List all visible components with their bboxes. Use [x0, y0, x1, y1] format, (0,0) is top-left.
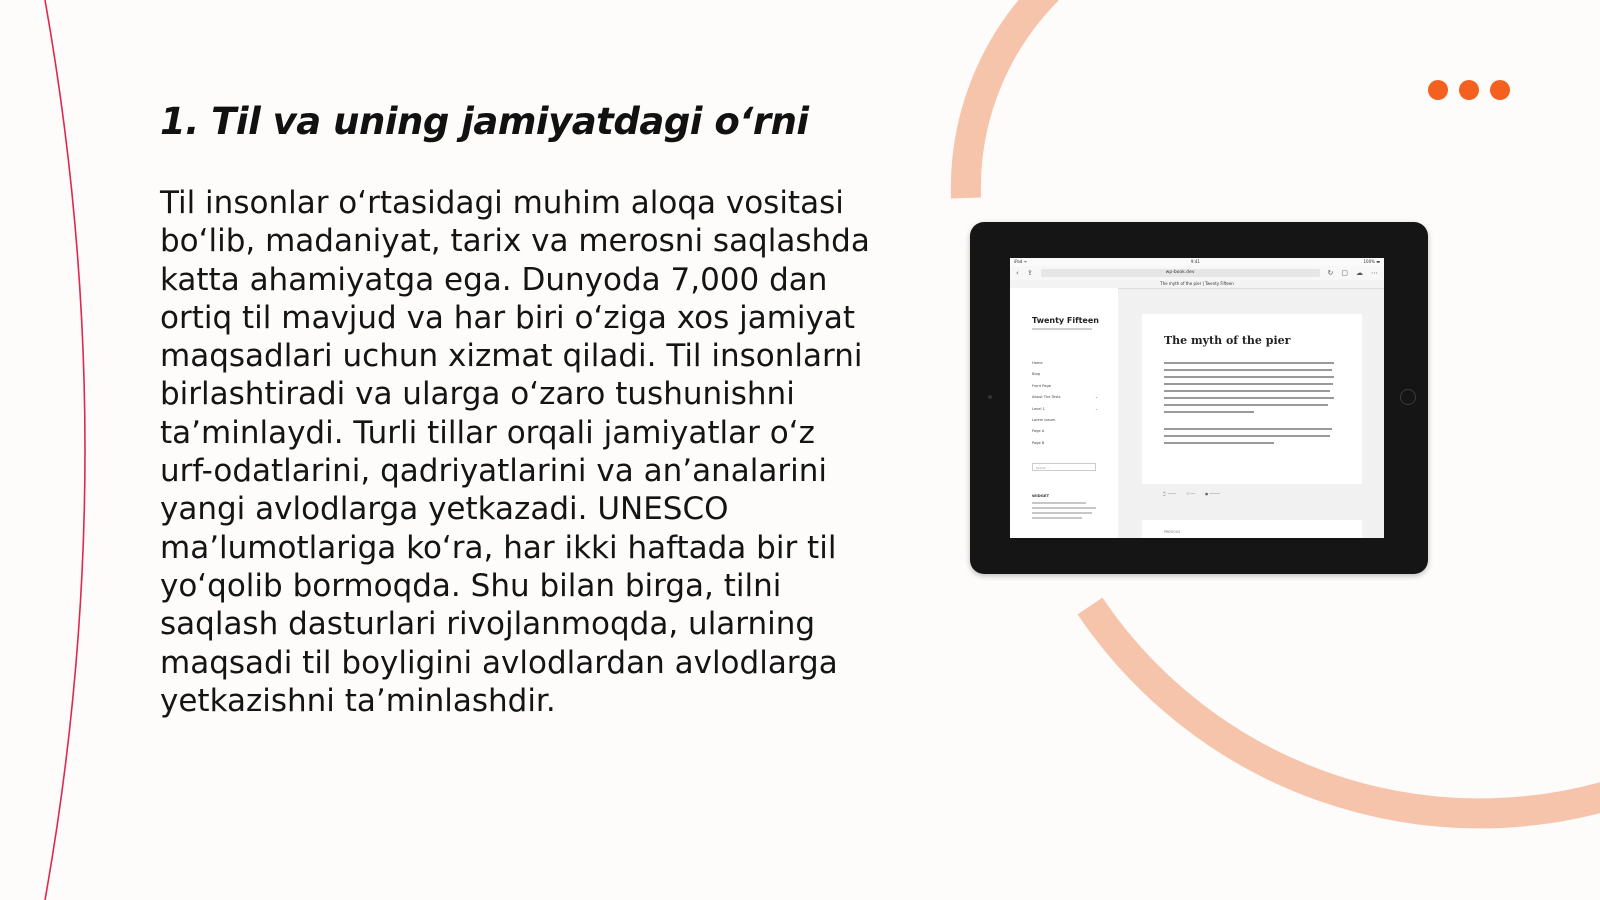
bottom-right-arc	[1090, 606, 1600, 813]
menu-item: Front Page	[1032, 383, 1051, 388]
tablet-screen	[1010, 258, 1384, 538]
body-line: maqsadi til boyligini avlodlardan avlodlarga	[160, 644, 838, 681]
reload-icon: ↻	[1327, 269, 1334, 277]
blog-sidebar	[1010, 288, 1118, 538]
page-tab-title: The myth of the pier | Twenty Fifteen	[1010, 280, 1384, 289]
article-text-line	[1164, 397, 1334, 399]
tablet-status-bar	[1010, 258, 1384, 266]
dot-1	[1428, 80, 1448, 100]
meta-date: ⌚ ────	[1162, 492, 1177, 496]
widget-text-line	[1032, 512, 1092, 514]
article-text-line	[1164, 411, 1254, 413]
status-left: iPad ᯤ	[1014, 259, 1028, 264]
slide-title: 1. Til va uning jamiyatdagi oʻrni	[160, 100, 809, 143]
status-time: 9:41	[1190, 259, 1200, 264]
post-meta	[1162, 492, 1220, 496]
tablet-home-button	[1400, 389, 1416, 405]
article-text-line	[1164, 442, 1274, 444]
blog-site-title: Twenty Fifteen	[1032, 316, 1099, 325]
article-text-line	[1164, 369, 1332, 371]
body-line: maʼlumotlariga koʻra, har ikki haftada bir til	[160, 529, 837, 566]
body-line: maqsadlari uchun xizmat qiladi. Til insonlarni	[160, 338, 863, 375]
left-curve-line	[45, 0, 85, 900]
menu-item: Level 1 ⌄	[1032, 406, 1098, 411]
body-line: yetkazishni taʼminlashdir.	[160, 682, 556, 719]
top-right-arc	[966, 0, 1048, 198]
menu-item: Blog	[1032, 372, 1040, 377]
menu-item: About The Tests ⌄	[1032, 395, 1098, 400]
tablet-image	[970, 222, 1428, 574]
meta-comments: ● ─────	[1204, 492, 1221, 496]
status-battery: 100% ▬	[1363, 259, 1380, 264]
article-text-line	[1164, 428, 1332, 430]
body-line: saqlash dasturlari rivojlanmoqda, ularning	[160, 606, 816, 643]
article-text-line	[1164, 376, 1334, 378]
share-icon: ⇪	[1026, 269, 1033, 277]
post-title: The myth of the pier	[1164, 334, 1291, 347]
widget-title: WIDGET	[1032, 493, 1050, 498]
slide-body-text	[160, 184, 870, 720]
previous-label: PREVIOUS	[1164, 530, 1181, 534]
blog-article-card	[1142, 314, 1362, 484]
more-icon: ⋯	[1371, 269, 1378, 277]
body-line: Til insonlar oʻrtasidagi muhim aloqa vositasi	[160, 185, 844, 221]
dot-2	[1459, 80, 1479, 100]
body-line: taʼminlaydi. Turli tillar orqali jamiyatlar oʻz	[160, 414, 815, 451]
meta-author: ⚇ ──	[1186, 492, 1195, 496]
menu-item: Page A	[1032, 429, 1045, 434]
body-line: ortiq til mavjud va har biri oʻziga xos jamiyat	[160, 299, 856, 336]
menu-item: Home	[1032, 361, 1043, 365]
menu-item: Page B	[1032, 440, 1045, 445]
tabs-icon: ▢	[1341, 269, 1348, 277]
dot-3	[1490, 80, 1510, 100]
blog-search-box: Search ...	[1032, 463, 1096, 471]
menu-item: Lorem Ipsum	[1032, 418, 1056, 423]
previous-post-card	[1142, 520, 1362, 538]
body-line: yangi avlodlarga yetkazadi. UNESCO	[160, 491, 729, 528]
article-text-line	[1164, 435, 1330, 437]
decorative-dots	[1428, 80, 1510, 100]
back-icon: ‹	[1016, 269, 1019, 277]
article-text-line	[1164, 404, 1328, 406]
article-text-line	[1164, 390, 1330, 392]
body-line: yoʻqolib bormoqda. Shu bilan birga, tilni	[160, 567, 782, 604]
body-line: boʻlib, madaniyat, tarix va merosni saqlashda	[160, 223, 870, 260]
body-line: urf-odatlarini, qadriyatlarini va anʼanalarini	[160, 453, 827, 490]
article-text-line	[1164, 383, 1333, 385]
url-bar: wp-book.dev	[1041, 269, 1320, 277]
widget-text-line	[1032, 507, 1096, 509]
body-line: katta ahamiyatga ega. Dunyoda 7,000 dan	[160, 261, 828, 298]
tablet-camera	[988, 395, 992, 399]
blog-site-description	[1032, 328, 1092, 330]
browser-toolbar	[1010, 266, 1384, 280]
article-text-line	[1164, 362, 1334, 364]
widget-text-line	[1032, 502, 1086, 504]
widget-text-line	[1032, 517, 1082, 519]
body-line: birlashtiradi va ularga oʻzaro tushunishni	[160, 376, 795, 413]
blog-menu	[1032, 358, 1098, 449]
cloud-icon: ☁	[1356, 269, 1363, 277]
